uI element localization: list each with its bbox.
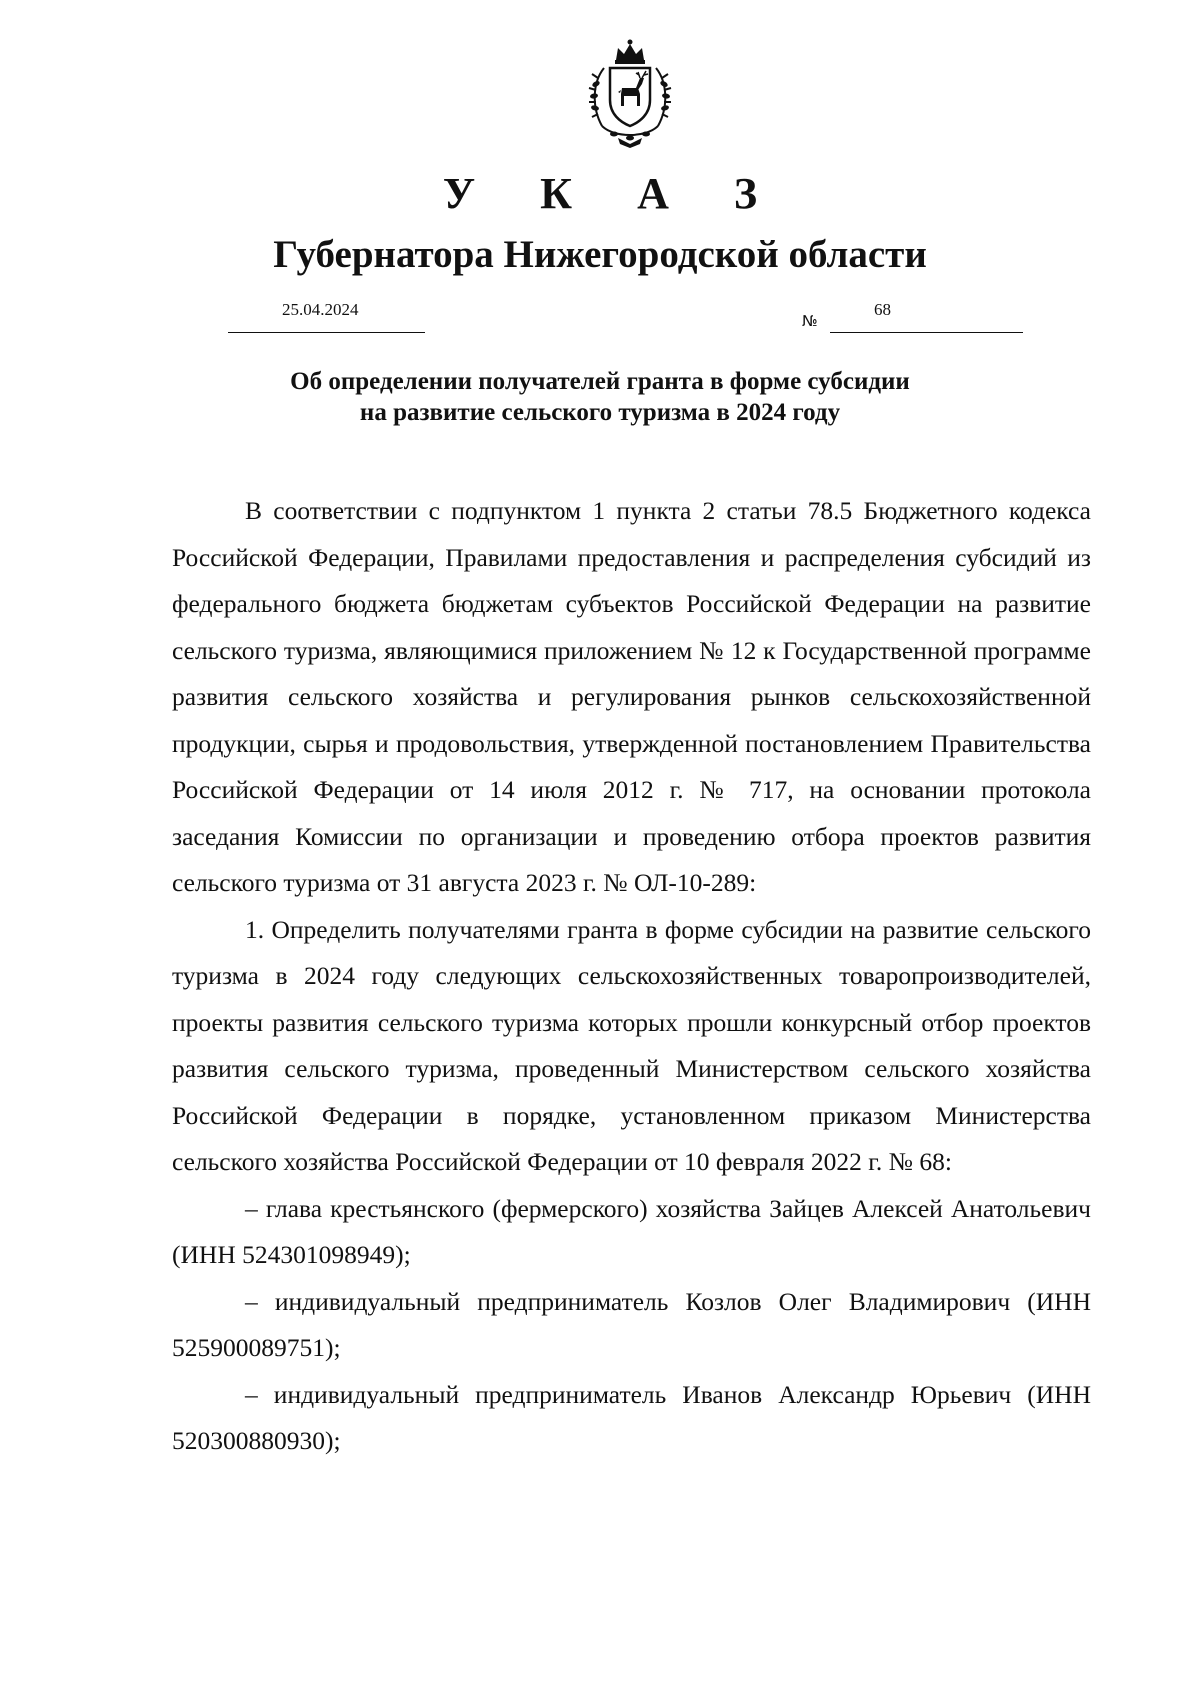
document-date: 25.04.2024 [282, 300, 359, 319]
recipient-item: – глава крестьянского (фермерского) хозяйства Зайцев Алексей Анатольевич (ИНН 524301098949); [172, 1193, 1091, 1269]
document-number: 68 [874, 300, 891, 319]
number-label: № [802, 312, 818, 330]
issuer-title: Губернатора Нижегородской области [273, 233, 927, 276]
subject-line-1: Об определении получателей гранта в форме субсидии [290, 368, 910, 395]
recipient-item: – индивидуальный предприниматель Иванов Александр Юрьевич (ИНН 520300880930); [172, 1379, 1091, 1455]
point-1-paragraph: 1. Определить получателями гранта в форме субсидии на развитие сельского туризма в 2024 году следующих сельскохозяйственных товаропроизводителей, проекты развития сельского туризма которых прошли конкурсный отбор проектов развития сельского туризма, проведенный Министерством сельского хозяйства Российской Федерации в порядке, установленном приказом Министерства сельского хозяйства Российской Федерации от 10 февраля 2022 г. № 68: [172, 914, 1091, 1176]
date-field [228, 296, 425, 333]
coat-of-arms-icon [574, 38, 686, 150]
number-field [830, 296, 1023, 333]
document-subject [0, 366, 1200, 428]
subject-line-2: на развитие сельского туризма в 2024 году [359, 399, 841, 426]
recipient-item: – индивидуальный предприниматель Козлов Олег Владимирович (ИНН 525900089751); [172, 1286, 1091, 1362]
preamble-paragraph: В соответствии с подпунктом 1 пункта 2 статьи 78.5 Бюджетного кодекса Российской Федерации, Правилами предоставления и распределения субсидий из федерального бюджета бюджетам субъектов Российской Федерации на развитие сельского туризма, являющимися приложением № 12 к Государственной программе развития сельского хозяйства и регулирования рынков сельскохозяйственной продукции, сырья и продовольствия, утвержденной постановлением Правительства Российской Федерации от 14 июля 2012 г. № 717, на основании протокола заседания Комиссии по организации и проведению отбора проектов развития сельского туризма от 31 августа 2023 г. № ОЛ-10-289: [172, 496, 1091, 897]
document-body [172, 488, 1091, 1465]
document-type-title: У К А З [442, 169, 785, 218]
